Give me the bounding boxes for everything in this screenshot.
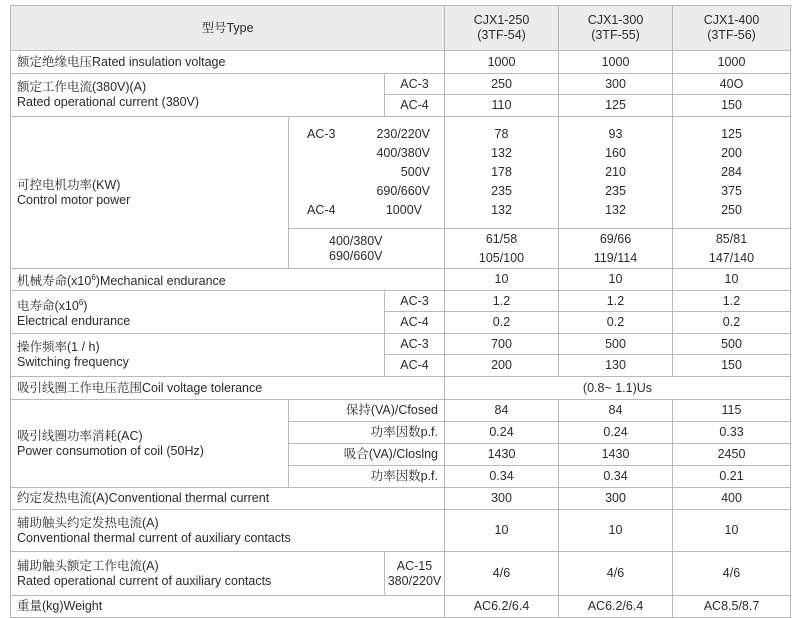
- row-label: 可控电机功率(KW) Control motor power: [11, 117, 289, 269]
- value-cell: 10: [559, 510, 673, 552]
- model-header-3: [673, 6, 791, 51]
- model-code: (3TF-55): [591, 28, 640, 42]
- value-cell: 69/66 119/114: [559, 229, 673, 269]
- category-label: AC-4: [307, 203, 336, 217]
- category-cell: 吸合(VA)/Closlng: [289, 444, 445, 466]
- row-label: 吸引线圈功率消耗(AC) Power consumotion of coil (50Hz): [11, 400, 289, 488]
- value-cell: 10: [445, 269, 559, 291]
- value-cell: 85/81 147/140: [673, 229, 791, 269]
- value-cell: 115: [673, 400, 791, 422]
- value-cell: (0.8~ 1.1)Us: [445, 377, 791, 400]
- model-name: CJX1-300: [587, 13, 644, 27]
- value-cell: 2450: [673, 444, 791, 466]
- category-cell: AC-4: [385, 355, 445, 377]
- voltage-label: 690/660V: [376, 184, 430, 198]
- row-label: 吸引线圈工作电压范围Coil voltage tolerance: [11, 377, 445, 400]
- elec-endurance-row: [11, 291, 791, 312]
- value-cell: 0.2: [445, 312, 559, 334]
- value-cell: 250: [445, 74, 559, 95]
- motor-voltage-cell: [289, 117, 445, 229]
- value-cell: 4/6: [445, 552, 559, 596]
- value-cell: 1.2: [559, 291, 673, 312]
- coil-power-row: [11, 400, 791, 422]
- value-cell: 10: [559, 269, 673, 291]
- coil-voltage-row: [11, 377, 791, 400]
- mech-endurance-row: [11, 269, 791, 291]
- value-cell: AC8.5/8.7: [673, 596, 791, 618]
- voltage-label: 230/220V: [376, 127, 430, 141]
- value-cell: 0.2: [673, 312, 791, 334]
- value-cell: 4/6: [559, 552, 673, 596]
- value-cell: 0.33: [673, 422, 791, 444]
- row-label: 机械寿命$(x10^6)Mechanical$ endurance: [11, 269, 445, 291]
- type-header: 型号Type: [11, 6, 445, 51]
- value-cell: 0.34: [445, 466, 559, 488]
- row-label: 电寿命$(x10^6)$ Electrical endurance: [11, 291, 385, 334]
- value-cell: 130: [559, 355, 673, 377]
- value-cell: 0.24: [559, 422, 673, 444]
- value-cell: 84: [559, 400, 673, 422]
- row-label: 操作频率(1 / h) Switching frequency: [11, 334, 385, 377]
- header-row: [11, 6, 791, 51]
- value-cell: 1000: [559, 51, 673, 74]
- value-cell: 1430: [559, 444, 673, 466]
- model-code: (3TF-56): [707, 28, 756, 42]
- model-header-2: [559, 6, 673, 51]
- op-current-row: [11, 74, 791, 95]
- value-cell: 10: [673, 269, 791, 291]
- value-cell: 93 160 210 235 132: [559, 117, 673, 229]
- motor-voltage-cell: 400/380V 690/660V: [289, 229, 445, 269]
- voltage-label: 1000V: [385, 203, 422, 217]
- value-cell: 10: [673, 510, 791, 552]
- value-cell: 0.21: [673, 466, 791, 488]
- value-cell: 700: [445, 334, 559, 355]
- row-label: 约定发热电流(A)Conventional thermal current: [11, 488, 445, 510]
- weight-row: [11, 596, 791, 618]
- category-cell: AC-4: [385, 312, 445, 334]
- value-cell: 125 200 284 375 250: [673, 117, 791, 229]
- aux-thermal-row: [11, 510, 791, 552]
- value-cell: 84: [445, 400, 559, 422]
- value-cell: 500: [673, 334, 791, 355]
- value-cell: 400: [673, 488, 791, 510]
- value-cell: 0.24: [445, 422, 559, 444]
- category-cell: AC-4: [385, 95, 445, 117]
- category-label: AC-3: [307, 127, 336, 141]
- value-cell: 78 132 178 235 132: [445, 117, 559, 229]
- row-label: 辅助触头额定工作电流(A) Rated operational current of auxiliary contacts: [11, 552, 385, 596]
- value-cell: AC6.2/6.4: [445, 596, 559, 618]
- value-cell: 110: [445, 95, 559, 117]
- value-cell: 500: [559, 334, 673, 355]
- row-label: 额定绝缘电压Rated insulation voltage: [11, 51, 445, 74]
- switching-row: [11, 334, 791, 355]
- voltage-label: 500V: [400, 165, 430, 179]
- category-cell: AC-3: [385, 74, 445, 95]
- value-cell: 1.2: [673, 291, 791, 312]
- row-label: 重量(kg)Weight: [11, 596, 445, 618]
- specification-table: [10, 5, 791, 618]
- value-cell: 300: [559, 488, 673, 510]
- model-name: CJX1-400: [703, 13, 760, 27]
- category-cell: AC-3: [385, 291, 445, 312]
- value-cell: 300: [559, 74, 673, 95]
- category-cell: 功率因数p.f.: [289, 466, 445, 488]
- value-cell: 1430: [445, 444, 559, 466]
- aux-current-row: [11, 552, 791, 596]
- voltage-label: 400/380V: [376, 146, 430, 160]
- value-cell: 1000: [445, 51, 559, 74]
- value-cell: 4/6: [673, 552, 791, 596]
- category-cell: 功率因数p.f.: [289, 422, 445, 444]
- value-cell: 125: [559, 95, 673, 117]
- value-cell: 40O: [673, 74, 791, 95]
- category-cell: AC-3: [385, 334, 445, 355]
- value-cell: 200: [445, 355, 559, 377]
- value-cell: 150: [673, 355, 791, 377]
- value-cell: 0.2: [559, 312, 673, 334]
- category-cell: AC-15 380/220V: [385, 552, 445, 596]
- value-cell: 61/58 105/100: [445, 229, 559, 269]
- value-cell: 300: [445, 488, 559, 510]
- model-code: (3TF-54): [477, 28, 526, 42]
- value-cell: AC6.2/6.4: [559, 596, 673, 618]
- value-cell: 1.2: [445, 291, 559, 312]
- model-header-1: [445, 6, 559, 51]
- value-cell: 1000: [673, 51, 791, 74]
- value-cell: 10: [445, 510, 559, 552]
- insulation-row: [11, 51, 791, 74]
- model-name: CJX1-250: [473, 13, 530, 27]
- thermal-row: [11, 488, 791, 510]
- value-cell: 0.34: [559, 466, 673, 488]
- row-label: 辅助触头约定发热电流(A) Conventional thermal current of auxiliary contacts: [11, 510, 445, 552]
- category-cell: 保持(VA)/Cfosed: [289, 400, 445, 422]
- row-label: 额定工作电流(380V)(A) Rated operational current (380V): [11, 74, 385, 117]
- motor-power-row: [11, 117, 791, 229]
- value-cell: 150: [673, 95, 791, 117]
